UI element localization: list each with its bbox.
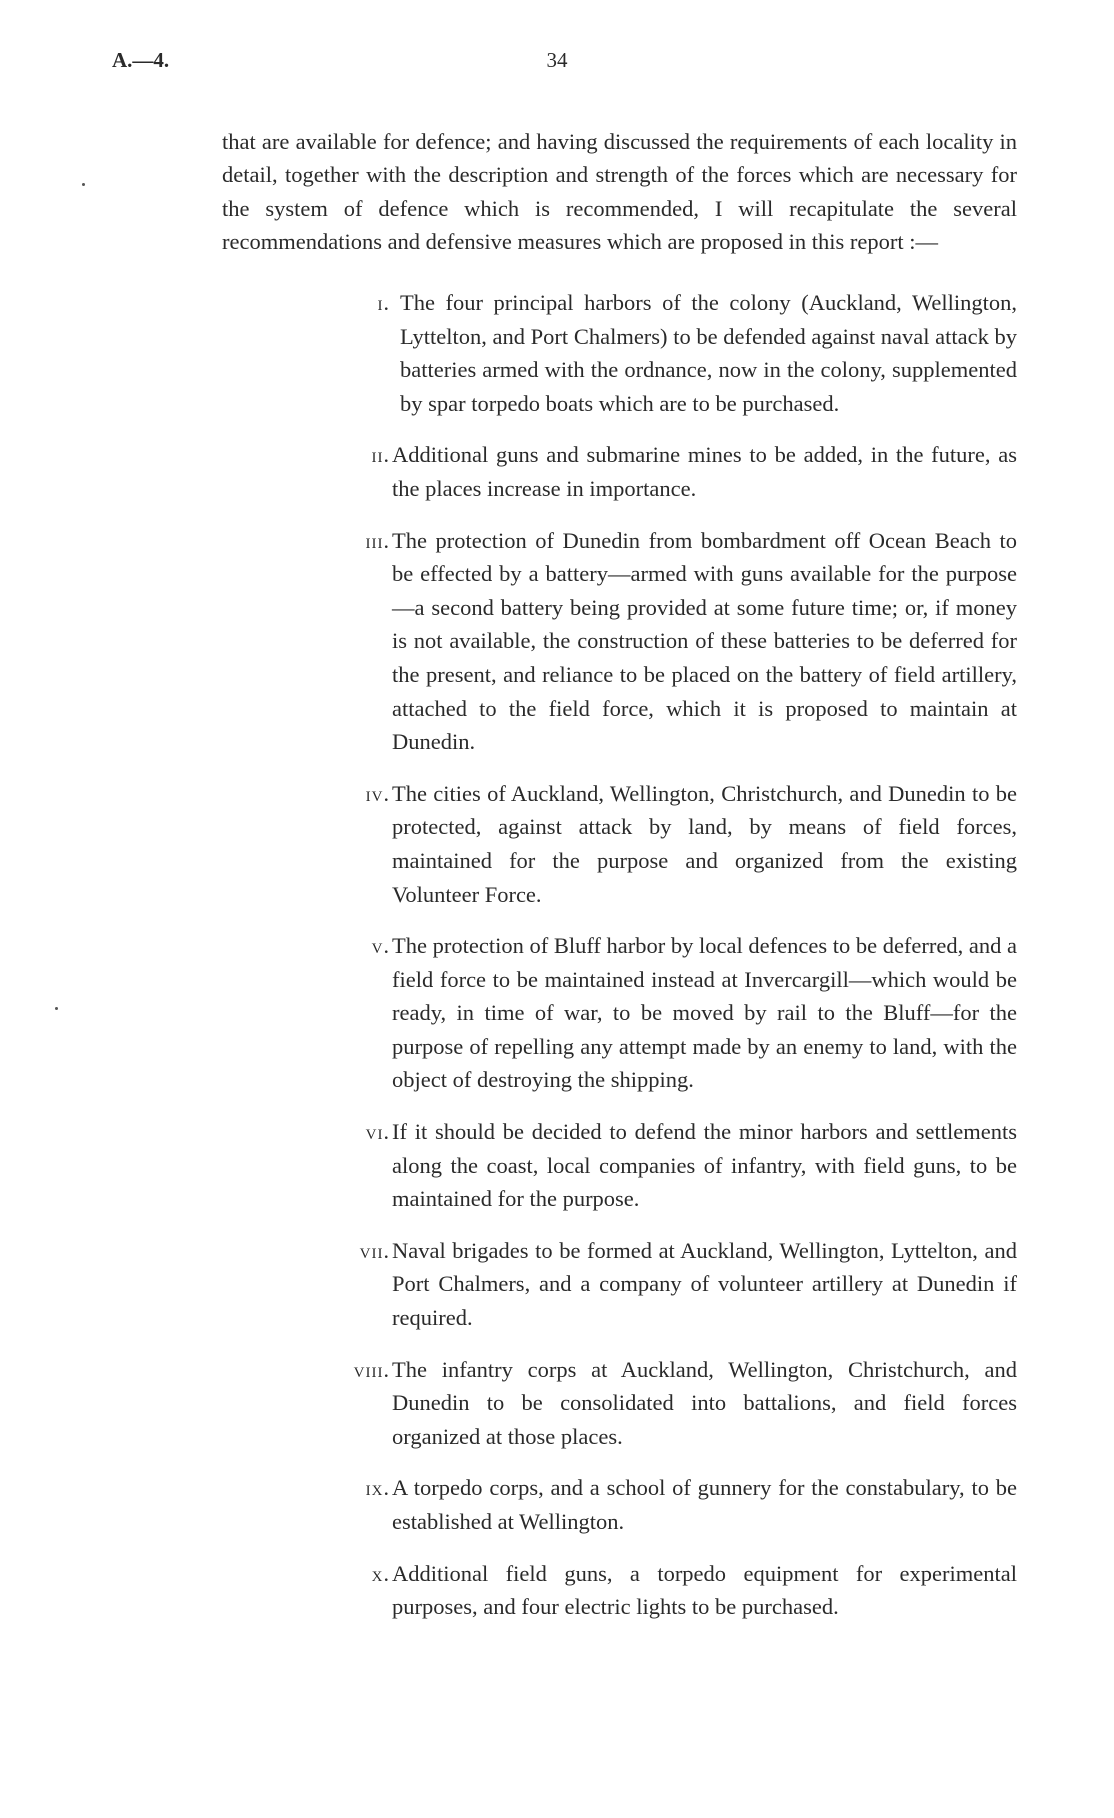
item-text: Naval brigades to be formed at Auckland, Wellington, Lyttelton, and Port Chalmers, and a company of volunteer artillery at Dunedin if required.: [392, 1237, 1017, 1331]
list-item: [300, 438, 1017, 505]
list-item: [300, 777, 1017, 911]
item-numeral: viii.: [353, 1356, 390, 1382]
item-numeral: iii.: [365, 527, 390, 553]
item-numeral: ix.: [365, 1475, 390, 1501]
list-item: [300, 1234, 1017, 1335]
item-text: The four principal harbors of the colony (Auckland, Wellington, Lyttelton, and Port Chalmers) to be defended against naval attack by batteries armed with the ordnance, now in the colony, supplemented by spar torpedo boats which are to be purchased.: [400, 290, 1017, 416]
item-numeral: v.: [371, 933, 390, 959]
page-number: 34: [546, 48, 568, 72]
list-item: [300, 1557, 1017, 1624]
item-numeral: i.: [377, 290, 390, 315]
list-item: [300, 1471, 1017, 1538]
item-text: A torpedo corps, and a school of gunnery for the constabulary, to be established at Wellington.: [392, 1475, 1017, 1534]
item-text: The protection of Dunedin from bombardment off Ocean Beach to be effected by a battery—armed with guns available for the purpose—a second battery being provided at some future time; or, if money is not available, the construction of these batteries to be deferred for the present, and reliance to be placed on the battery of field artillery, attached to the field force, which it is proposed to maintain at Dunedin.: [392, 527, 1017, 755]
item-text: Additional field guns, a torpedo equipment for experimental purposes, and four electric lights to be purchased.: [392, 1560, 1017, 1620]
list-item: [300, 929, 1017, 1097]
document-reference: A.—4.: [112, 48, 170, 72]
item-text: The cities of Auckland, Wellington, Christchurch, and Dunedin to be protected, against attack by land, by means of field forces, maintained for the purpose and organized from the existing Volunteer Force.: [392, 780, 1017, 907]
recommendations-list: [300, 286, 1017, 1642]
list-item: [300, 1353, 1017, 1454]
item-numeral: vii.: [359, 1237, 390, 1263]
list-item: [300, 286, 1017, 420]
scan-speck: [55, 1007, 58, 1010]
intro-paragraph: that are available for defence; and having discussed the requirements of each locality in detail, together with the description and strength of the forces which are necessary for the system of defence which is recommended, I will recapitulate the several recommendations and defensive measures which are proposed in this report :—: [222, 128, 1017, 255]
list-item: [300, 1115, 1017, 1216]
list-item: [300, 524, 1017, 759]
item-text: If it should be decided to defend the minor harbors and settlements along the coast, local companies of infantry, with field guns, to be maintained for the purpose.: [392, 1119, 1017, 1212]
running-head: [112, 48, 1002, 78]
item-text: The protection of Bluff harbor by local defences to be deferred, and a field force to be maintained instead at Invercargill—which would be ready, in time of war, to be moved by rail to the Bluff—for the purpose of repelling any attempt made by an enemy to land, with the object of destroying the shipping.: [392, 933, 1017, 1093]
item-text: The infantry corps at Auckland, Wellington, Christchurch, and Dunedin to be consolidated into battalions, and field forces organized at those places.: [392, 1356, 1017, 1449]
item-text: Additional guns and submarine mines to be added, in the future, as the places increase in importance.: [392, 442, 1017, 501]
item-numeral: x.: [371, 1560, 390, 1586]
item-numeral: iv.: [365, 780, 390, 806]
item-numeral: vi.: [365, 1119, 390, 1145]
scan-speck: [82, 183, 85, 186]
item-numeral: ii.: [371, 442, 390, 468]
